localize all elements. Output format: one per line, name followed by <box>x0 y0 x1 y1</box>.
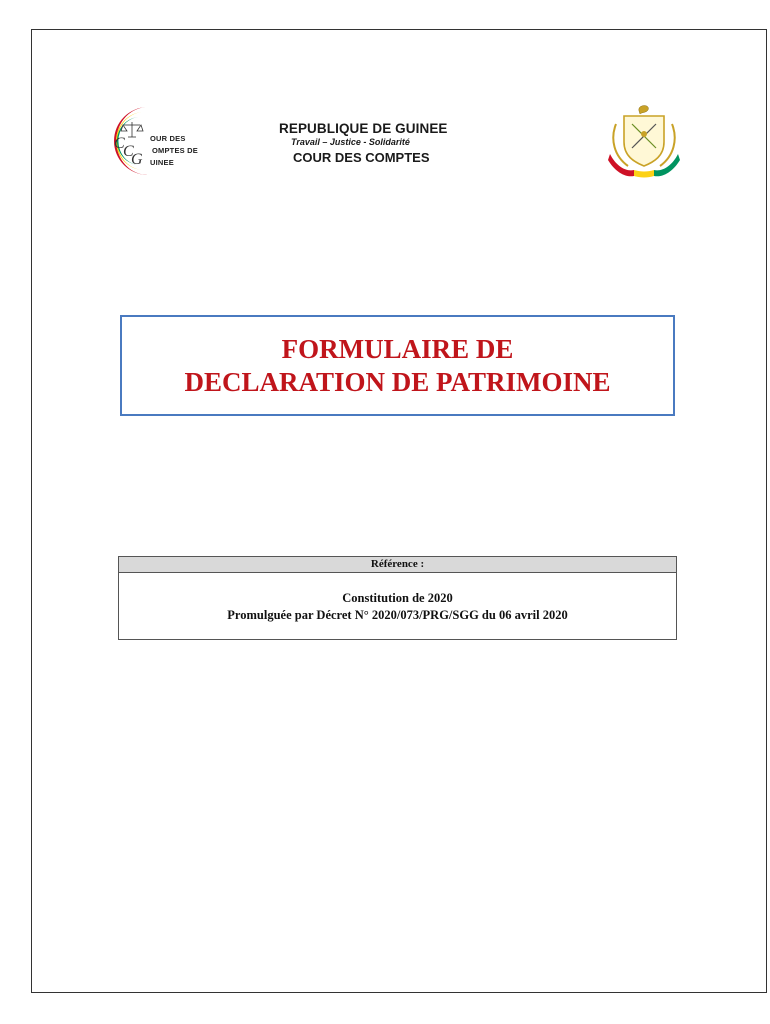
reference-label: Référence : <box>119 557 676 573</box>
reference-constitution: Constitution de 2020 <box>342 591 453 605</box>
reference-decree: Promulguée par Décret N° 2020/073/PRG/SGG du 06 avril 2020 <box>227 608 568 622</box>
reference-body <box>119 573 676 624</box>
cour-des-comptes-logo <box>96 104 196 178</box>
title-line-2: DECLARATION DE PATRIMOINE <box>184 366 611 397</box>
svg-text:C: C <box>123 143 134 160</box>
guinea-coat-of-arms <box>604 104 684 182</box>
form-title-box <box>120 315 675 416</box>
national-motto: Travail – Justice - Solidarité <box>291 137 410 147</box>
svg-text:C: C <box>114 135 125 152</box>
court-name: COUR DES COMPTES <box>293 150 430 165</box>
title-line-1: FORMULAIRE DE <box>281 333 514 364</box>
logo-text-line1: OUR DES <box>150 134 186 143</box>
reference-table <box>118 556 677 640</box>
logo-text-line2: OMPTES DE <box>152 146 198 155</box>
svg-text:G: G <box>131 151 143 168</box>
republic-name: REPUBLIQUE DE GUINEE <box>279 121 448 136</box>
coat-of-arms-icon <box>604 104 684 182</box>
logo-text-line3: UINEE <box>150 158 174 167</box>
